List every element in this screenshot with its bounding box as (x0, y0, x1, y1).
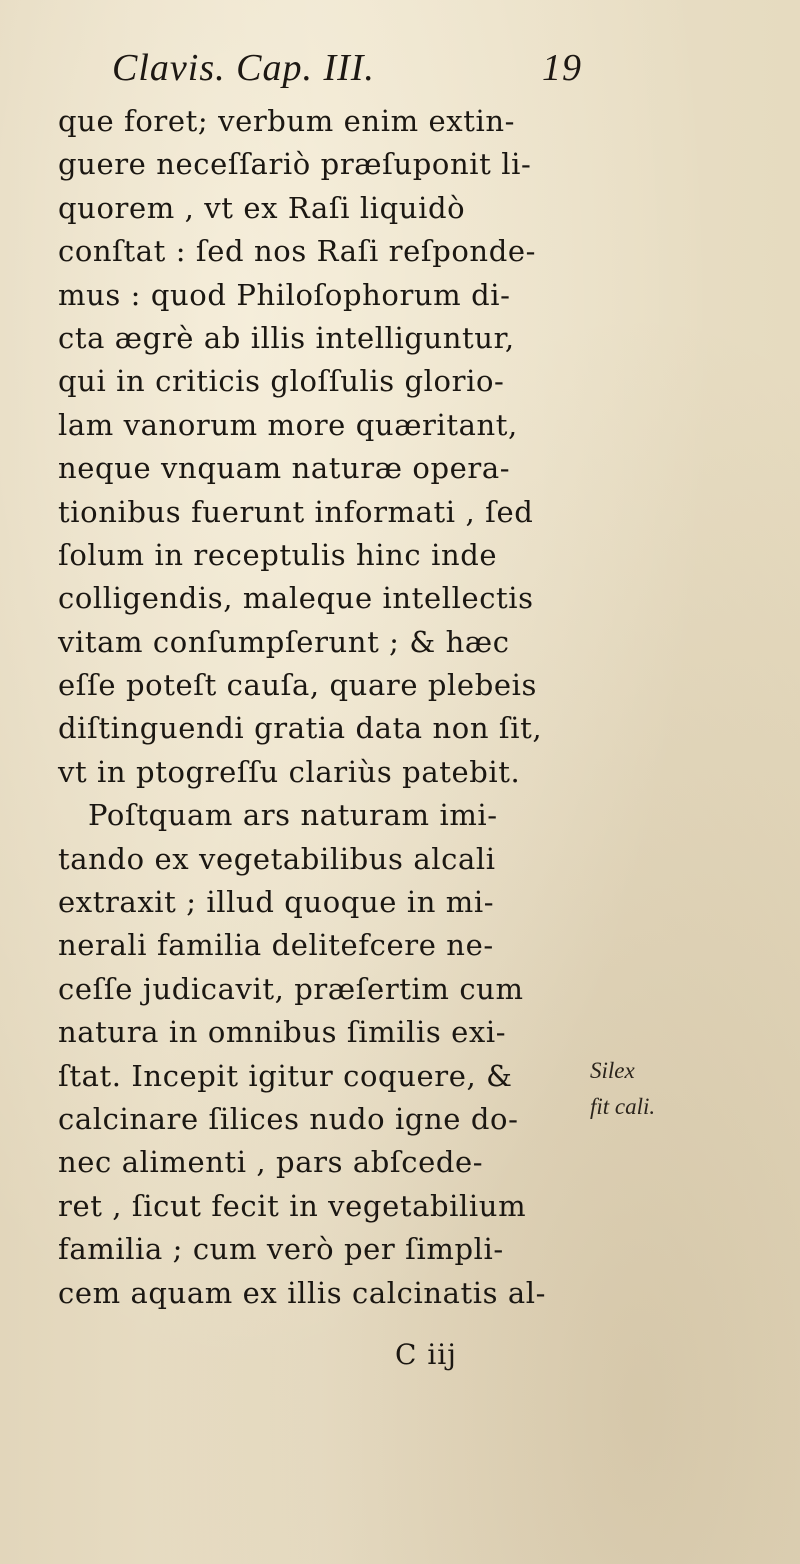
marginal-note-line: Silex (590, 1058, 635, 1083)
text-line: mus : quod Philoſophorum di- (58, 277, 511, 312)
marginal-note (590, 1053, 720, 1125)
marginal-note-line: fit cali. (590, 1094, 656, 1119)
text-line: eſſe poteſt cauſa, quare plebeis (58, 668, 537, 703)
text-line: vitam conſumpſerunt ; & hæc (58, 624, 510, 659)
text-line: nerali familia delitefcere ne- (58, 928, 494, 963)
text-line: familia ; cum verò per ſimpli- (58, 1232, 504, 1267)
text-line: colligendis, maleque intellectis (58, 581, 534, 616)
running-title: Clavis. Cap. III. (112, 47, 375, 89)
text-line: ceſſe judicavit, præſertim cum (58, 971, 524, 1006)
text-line: lam vanorum more quæritant, (58, 407, 518, 442)
text-line: quorem , vt ex Raſi liquidò (58, 190, 466, 225)
text-line: ſolum in receptulis hinc inde (58, 537, 498, 572)
text-line: tando ex vegetabilibus alcali (58, 841, 496, 876)
text-line: calcinare ſilices nudo igne do- (58, 1101, 519, 1136)
text-line: neque vnquam naturæ opera- (58, 451, 511, 486)
text-line: ret , ſicut fecit in vegetabilium (58, 1188, 527, 1223)
text-line: cem aquam ex illis calcinatis al- (58, 1275, 547, 1310)
text-line: extraxit ; illud quoque in mi- (58, 885, 495, 920)
signature-mark: C iij (395, 1338, 457, 1371)
text-line: guere neceſſariò præſuponit li- (58, 147, 532, 182)
text-line: vt in ptogreſſu clariùs patebit. (58, 754, 521, 789)
text-line: qui in criticis gloſſulis glorio- (58, 364, 505, 399)
body-text (58, 100, 598, 1315)
running-header (112, 46, 582, 98)
text-line: cta ægrè ab illis intelliguntur, (58, 320, 515, 355)
text-line: nec alimenti , pars abſcede- (58, 1145, 484, 1180)
text-line: natura in omnibus ſimilis exi- (58, 1015, 507, 1050)
text-line: tionibus fuerunt informati , ſed (58, 494, 534, 529)
page-number: 19 (542, 47, 582, 89)
text-line: conſtat : ſed nos Raſi reſponde- (58, 234, 537, 269)
text-line: ſtat. Incepit igitur coquere, & (58, 1058, 513, 1093)
text-line: diſtinguendi gratia data non ſit, (58, 711, 543, 746)
text-line: Poſtquam ars naturam imi- (88, 798, 498, 833)
text-line: que foret; verbum enim extin- (58, 104, 516, 138)
